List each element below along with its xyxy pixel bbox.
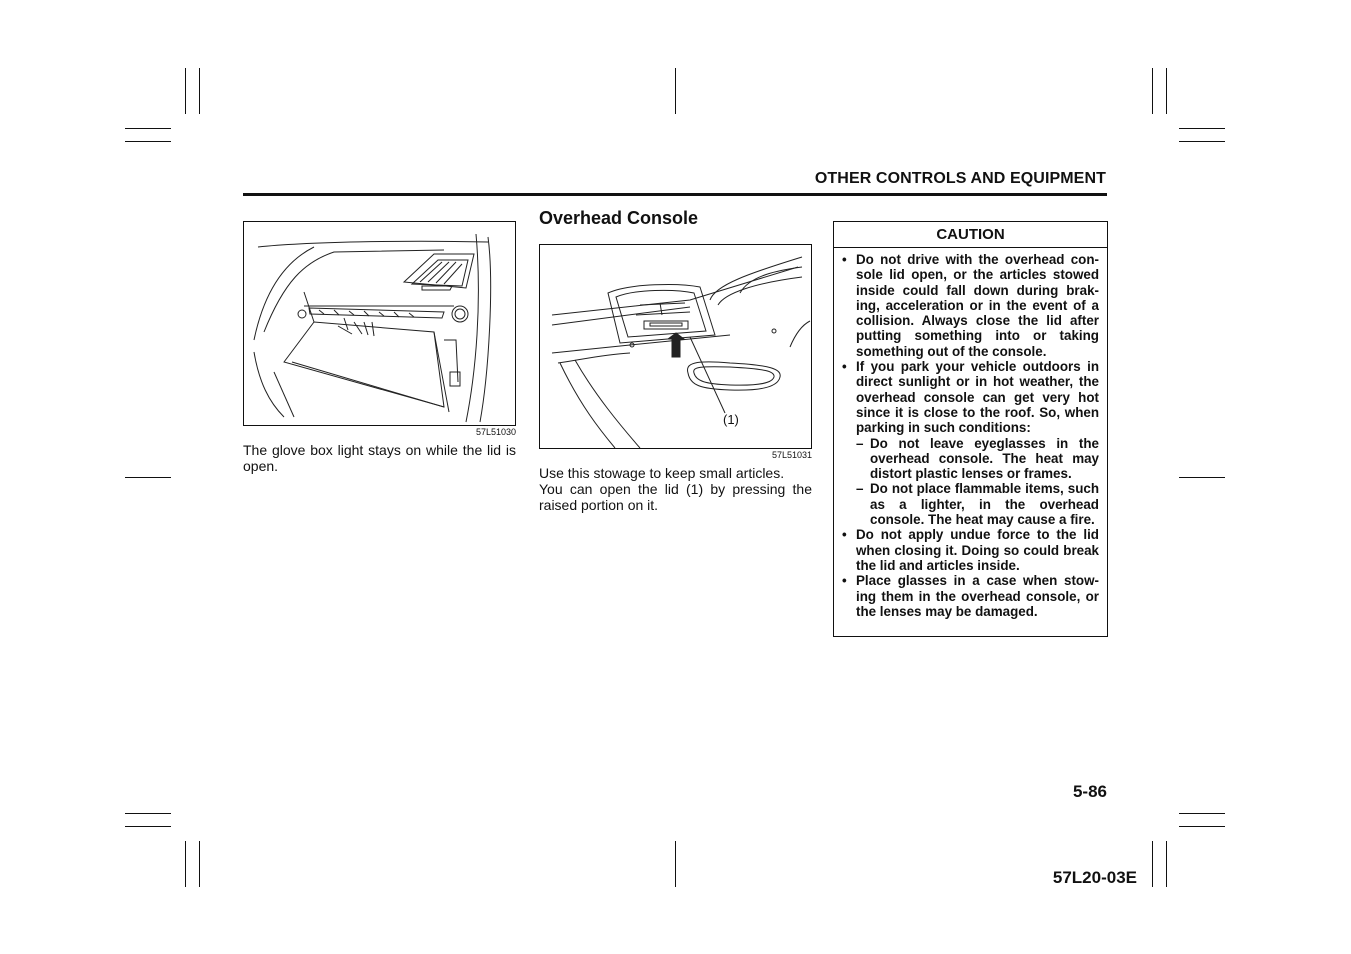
figure-code-middle: 57L51031 [771, 450, 812, 460]
figure-code-left: 57L51030 [475, 427, 516, 437]
caution-item [842, 573, 1099, 619]
glove-box-illustration [243, 221, 516, 426]
bullet: • [842, 252, 847, 267]
caution-item [842, 359, 1099, 435]
dash: – [856, 435, 864, 451]
callout-label-1: (1) [723, 412, 739, 427]
bullet: • [842, 573, 847, 589]
overhead-text-2: You can open the lid (1) by pressing the raised portion on it. [539, 481, 812, 513]
overhead-text-1: Use this stowage to keep small articles. [539, 465, 785, 481]
caution-item-text: Do not drive with the overhead con-sole lid open, or the articles stowed inside could fall down during brak-ing, acceleration or in the event of a collision. Always close the lid after putting something into or taking something out of the console. [856, 252, 1099, 359]
bullet: • [842, 527, 847, 543]
section-header: OTHER CONTROLS AND EQUIPMENT [814, 170, 1106, 187]
dash: – [856, 481, 864, 497]
bullet: • [842, 359, 847, 375]
caution-title: CAUTION [834, 222, 1107, 248]
page-number: 5-86 [1072, 782, 1107, 801]
caution-item-text: Do not apply undue force to the lid when closing it. Doing so could break the lid and articles inside. [856, 527, 1099, 573]
header-rule [243, 193, 1107, 196]
document-code: 57L20-03E [1052, 868, 1137, 887]
caution-item [842, 252, 1099, 359]
overhead-console-illustration [539, 244, 812, 449]
caution-item-text: Place glasses in a case when stow-ing them in the overhead console, or the lenses may be damaged. [856, 573, 1099, 619]
caution-item [842, 527, 1099, 573]
glove-box-text: The glove box light stays on while the lid is open. [243, 442, 516, 474]
caution-subitem [842, 436, 1099, 482]
caution-item-text: If you park your vehicle outdoors in direct sunlight or in hot weather, the overhead console can get very hot since it is close to the roof. So, when parking in such conditions: [856, 359, 1099, 436]
caution-subitem-text: Do not place flammable items, such as a lighter, in the overhead console. The heat may cause a fire. [870, 481, 1099, 528]
section-title: Overhead Console [539, 208, 699, 228]
caution-subitem [842, 481, 1099, 527]
caution-subitem-text: Do not leave eyeglasses in the overhead console. The heat may distort plastic lenses or frames. [870, 435, 1099, 482]
caution-box [833, 221, 1108, 637]
caution-body [834, 248, 1107, 619]
